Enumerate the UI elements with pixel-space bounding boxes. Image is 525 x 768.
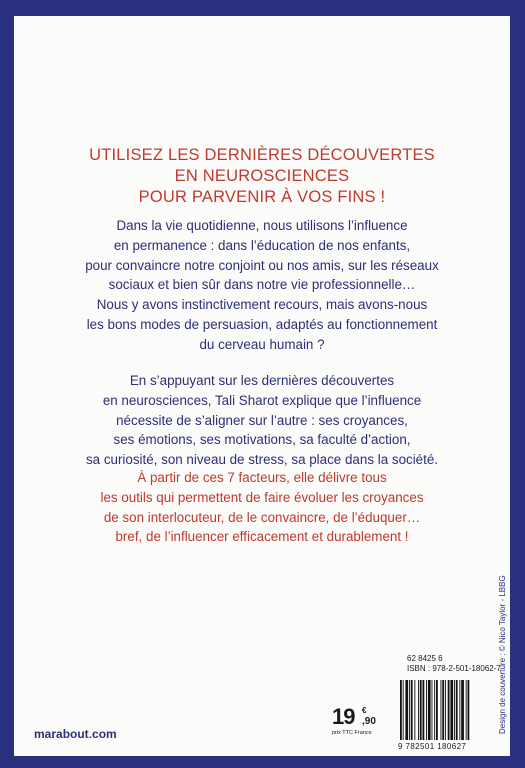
price-note: prix TTC France bbox=[332, 730, 372, 736]
text-line: Dans la vie quotidienne, nous utilisons l’influence bbox=[116, 218, 408, 233]
description-paragraph-2 bbox=[14, 371, 510, 470]
isbn: ISBN : 978-2-501-18062-7 bbox=[407, 664, 501, 673]
price-currency: € bbox=[362, 706, 367, 715]
publisher-dot: . bbox=[88, 727, 93, 741]
text-line: les bons modes de persuasion, adaptés au fonctionnement bbox=[86, 316, 438, 332]
text-line: pour convaincre notre conjoint ou nos amis, sur les réseaux bbox=[85, 257, 439, 273]
publisher-tld: com bbox=[92, 727, 117, 741]
headline bbox=[14, 145, 510, 208]
text-line: sa curiosité, son niveau de stress, sa place dans la société. bbox=[85, 452, 439, 468]
back-cover bbox=[14, 16, 510, 756]
cover-design-credit: Design de couverture : © Nico Taylor - LBBG bbox=[498, 575, 507, 734]
publisher-logo bbox=[34, 727, 117, 741]
barcode-icon bbox=[399, 680, 491, 744]
text-line: ses émotions, ses motivations, sa faculté d’action, bbox=[113, 432, 411, 448]
text-line: de son interlocuteur, de le convaincre, de l’éduquer… bbox=[103, 509, 421, 525]
price-euros: 19 bbox=[332, 704, 355, 729]
text-line: du cerveau humain ? bbox=[199, 336, 325, 352]
text-line: sociaux et bien sûr dans notre vie professionnelle… bbox=[108, 277, 416, 293]
isbn-short: 62 8425 6 bbox=[407, 654, 443, 663]
text-line: Nous y avons instinctivement recours, mais avons-nous bbox=[96, 297, 428, 313]
text-line: nécessite de s’aligner sur l’autre : ses croyances, bbox=[116, 412, 408, 428]
headline-line: UTILISEZ LES DERNIÈRES DÉCOUVERTES bbox=[89, 146, 435, 164]
text-line: en permanence : dans l’éducation de nos enfants, bbox=[113, 237, 411, 253]
text-line: les outils qui permettent de faire évoluer les croyances bbox=[100, 489, 424, 505]
headline-line: EN NEUROSCIENCES bbox=[174, 167, 350, 185]
text-line: en neurosciences, Tali Sharot explique que l’influence bbox=[102, 392, 422, 408]
price-cents: ,90 bbox=[362, 716, 376, 727]
description-paragraph-3 bbox=[14, 468, 510, 547]
text-line: bref, de l’influencer efficacement et durablement ! bbox=[115, 529, 409, 545]
description-paragraph-1 bbox=[14, 216, 510, 355]
price-block bbox=[332, 704, 376, 736]
barcode-digits: 9 782501 180627 bbox=[398, 742, 467, 751]
text-line: À partir de ces 7 facteurs, elle délivre tous bbox=[137, 470, 387, 485]
text-line: En s’appuyant sur les dernières découvertes bbox=[129, 373, 395, 388]
publisher-name: marabout bbox=[34, 727, 89, 741]
headline-line: POUR PARVENIR À VOS FINS ! bbox=[138, 188, 386, 206]
